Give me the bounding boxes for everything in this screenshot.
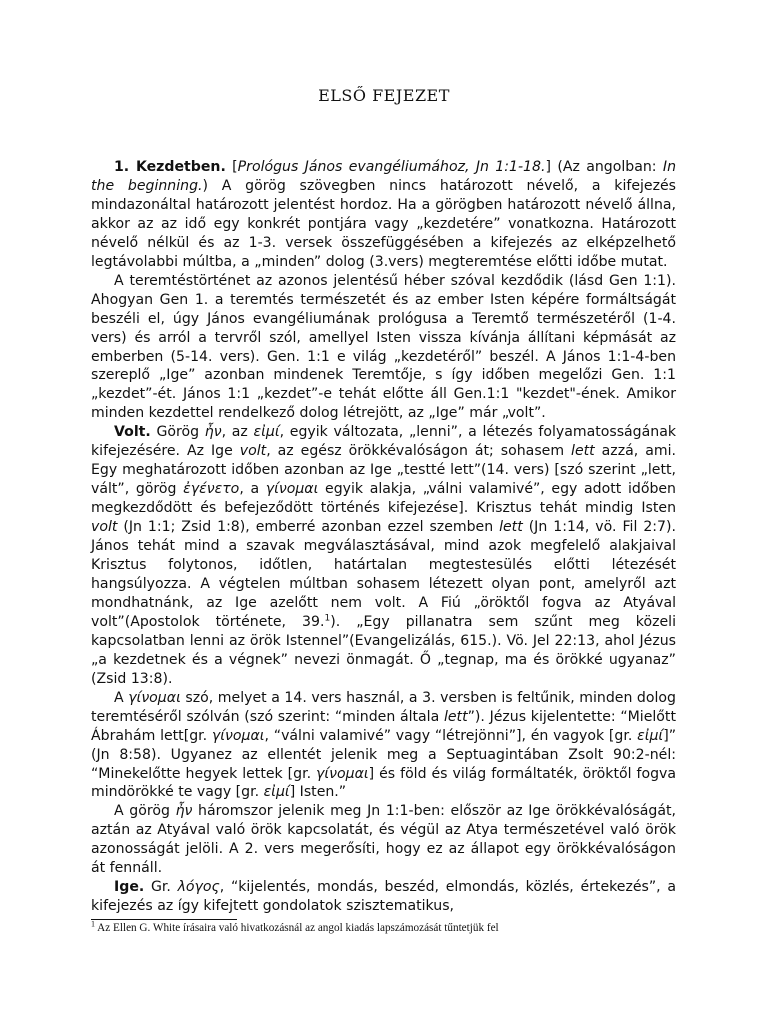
footnote-text: Az Ellen G. White írásaira való hivatkozásnál az angol kiadás lapszámozását tűntetjük fel xyxy=(95,922,499,934)
greek-word: εἰμί xyxy=(253,424,280,441)
text-run: , “kijelentés, mondás, beszéd, elmondás, közlés, értekezés”, a kifejezés az így kifejtett gondolatok szisztematikus, xyxy=(91,879,676,915)
text-run: , a xyxy=(239,481,266,498)
greek-word: ἐγένετο xyxy=(183,481,240,498)
paragraph-ginomai xyxy=(91,689,676,803)
italic-run: lett xyxy=(443,708,468,725)
footnote-number: 1 xyxy=(91,919,95,929)
text-run: ] (Az angolban: xyxy=(545,159,663,175)
italic-run: volt xyxy=(91,519,118,536)
text-run: ”). Jézus kijelentette: “Mielőtt Ábrahám lett[gr. xyxy=(91,708,676,744)
greek-word: γίνομαι xyxy=(211,727,265,744)
paragraph-ige xyxy=(91,878,676,916)
section-heading: Volt. xyxy=(114,424,151,441)
greek-word: ἦν xyxy=(204,424,222,441)
text-run: [ xyxy=(225,159,238,175)
text-run: , egyik változata, „lenni”, a létezés folyamatosságának kifejezésére. Az Ige xyxy=(91,424,676,460)
greek-word: εἰμί xyxy=(637,727,664,744)
italic-run: lett xyxy=(571,443,595,460)
paragraph-teremtestortenet xyxy=(91,272,676,424)
footnote-marker: 1 xyxy=(324,613,331,624)
text-run: ]” (Jn 8:58). Ugyanez az ellentét jelenik meg a Septuagintában Zsolt 90:2-nél: “Minekelőtte hegyek lettek [gr. xyxy=(91,727,677,782)
greek-word: γίνομαι xyxy=(128,689,181,706)
text-run: A görög xyxy=(114,803,176,820)
chapter-title: ELSŐ FEJEZET xyxy=(318,86,450,105)
greek-word: λόγος xyxy=(177,879,220,896)
paragraph-kezdetben xyxy=(91,158,676,272)
text-run: Gr. xyxy=(144,879,178,896)
footnote-divider xyxy=(91,919,237,920)
italic-run: volt xyxy=(239,443,267,460)
text-run: , az xyxy=(221,424,254,441)
text-run: , az egész örökkévalóságon át; sohasem xyxy=(266,443,572,460)
text-run: egyik alakja, „válni valamivé”, egy adott időben megkezdődött és befejeződött történés kifejezése]. Krisztus tehát mindig Isten xyxy=(91,481,676,517)
text-run: ] és föld és világ formáltaték, öröktől fogva mindörökké te vagy [gr. xyxy=(91,765,676,801)
section-heading: Ige. xyxy=(114,879,145,896)
text-run: ). „Egy pillanatra sem szűnt meg közeli kapcsolatban lenni az örök Istennel”(Evangelizálás, 615.). Vö. Jel 22:13, ahol Jézus „a kezdetnek és a végnek” nevezi önmagát. Ő „tegnap, ma és örökké ugyanaz” (Zsid 13:8). xyxy=(91,613,676,687)
text-run: háromszor jelenik meg Jn 1:1-ben: először az Ige örökkévalóságát, aztán az Atyával való örök kapcsolatát, és végül az Atya természetével való örök azonosságát jelöli. A 2. vers megerősíti, hogy ez az állapot egy örökkévalóságon át fennáll. xyxy=(91,803,676,877)
section-heading: 1. Kezdetben. xyxy=(114,159,226,175)
italic-run: Prológus János evangéliumához, Jn 1:1-18. xyxy=(237,159,546,175)
text-run: ] Isten.” xyxy=(289,784,347,801)
text-run: szó, melyet a 14. vers használ, a 3. versben is feltűnik, minden dolog teremtéséről szólván (szó szerint: “minden általa xyxy=(91,689,676,725)
greek-word: εἰμί xyxy=(263,784,290,801)
body-text xyxy=(91,158,676,916)
greek-word: ἦν xyxy=(175,803,193,820)
text-run: A xyxy=(114,689,129,706)
italic-run: lett xyxy=(499,519,523,536)
text-run: (Jn 1:1; Zsid 1:8), emberré azonban ezzel szemben xyxy=(117,519,500,536)
greek-word: γίνομαι xyxy=(316,765,369,782)
text-run: , “válni valamivé” vagy “létrejönni”], én vagyok [gr. xyxy=(264,727,638,744)
text-run: A teremtéstörténet az azonos jelentésű héber szóval kezdődik (lásd Gen 1:1). Ahogyan Gen 1. a teremtés természetét és az ember Isten képére formáltságát beszéli el, úgy János evangéliumának prológusa a Teremtő természetéről (1-4. vers) és arról a tervről szól, amellyel Isten vissza kívánja állítani képmását az emberben (5-14. vers). Gen. 1:1 e világ „kezdetéről” beszél. A János 1:1-4-ben szereplő „Ige” azonban mindenek Teremtője, s így időben megelőzi Gen. 1:1 „kezdet”-ét. János 1:1 „kezdet”-e tehát előtte áll Gen.1:1 "kezdet"-ének. Amikor minden kezdettel rendelkező dolog létrejött, az „Ige” már „volt”. xyxy=(91,272,676,422)
greek-word: γίνομαι xyxy=(265,481,319,498)
text-run: (Jn 1:14, vö. Fil 2:7). János tehát mind a szavak megválasztásával, mind azok megfelelő alakjaival Krisztus folytonos, időtlen, határtalan megtestesülés előtti létezését hangsúlyozza. A végtelen múltban sohasem létezett olyan pont, amelyről azt mondhatnánk, az Ige azelőtt nem volt. A Fiú „öröktől fogva az Atyával volt”(Apostolok története, 39. xyxy=(91,519,676,630)
paragraph-en-haromszor xyxy=(91,802,676,878)
paragraph-volt xyxy=(91,423,676,688)
text-run: ) A görög szövegben nincs határozott névelő, a kifejezés mindazonáltal határozott jelentést hordoz. Ha a görögben határozott névelő állna, akkor az az idő egy konkrét pontjára vagy „kezdetére” vonatkozna. Határozott névelő nélkül és az 1-3. versek összefüggésében a kifejezés az elképzelhető legtávolabbi múltba, a „minden” dolog (3.vers) megteremtése előtti időbe mutat. xyxy=(91,177,676,270)
text-run: Görög xyxy=(150,424,205,441)
italic-run: In the beginning. xyxy=(91,159,676,194)
text-run: azzá, ami. Egy meghatározott időben azonban az Ige „testté lett”(14. vers) [szó szerint „lett, vált”, görög xyxy=(91,443,676,498)
footnote xyxy=(91,921,681,935)
